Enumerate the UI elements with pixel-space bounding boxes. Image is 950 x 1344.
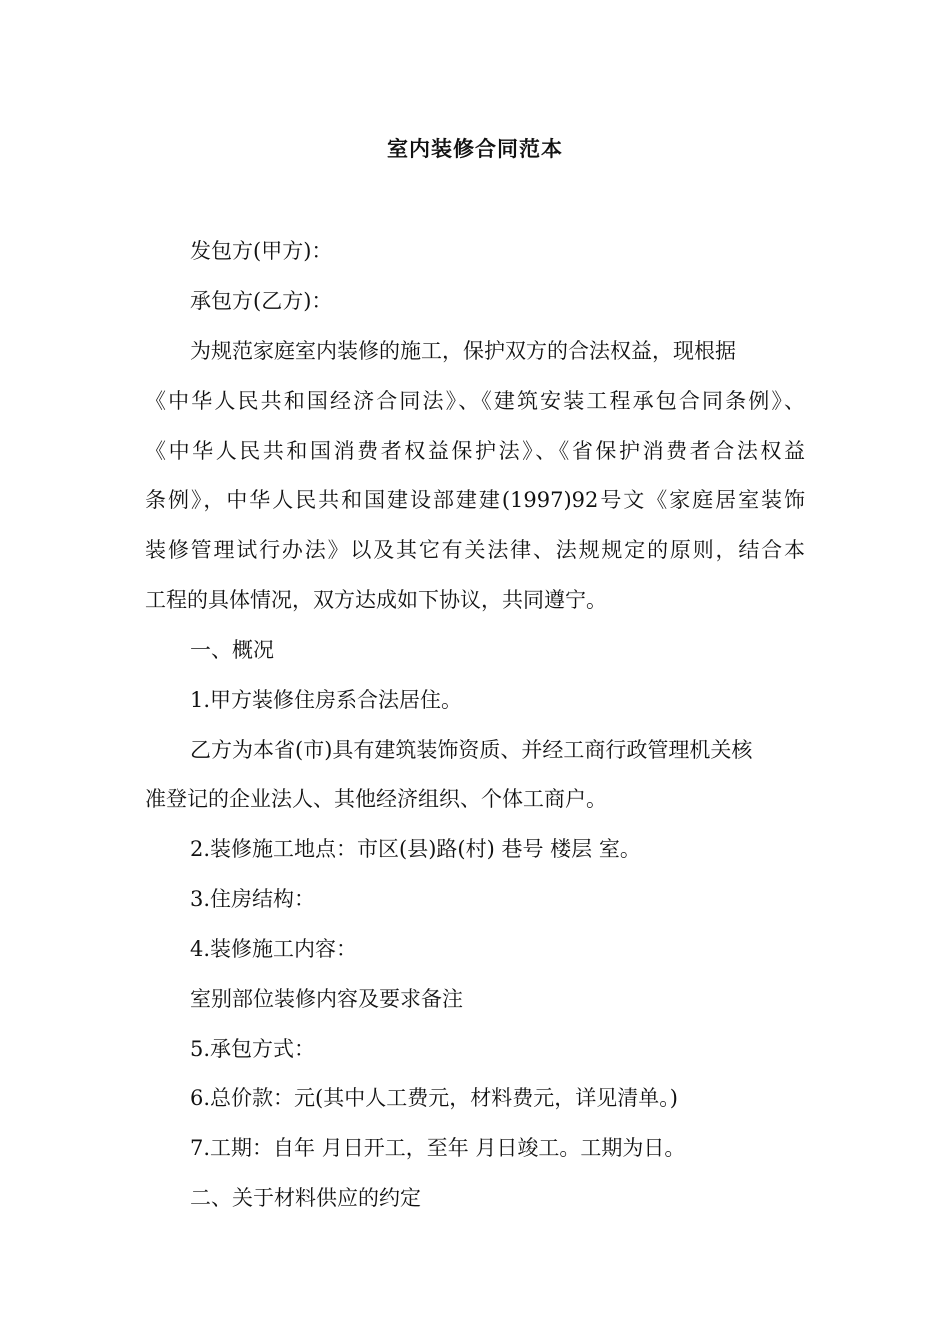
item-1-b-line-2: 准登记的企业法人、其他经济组织、个体工商户。 xyxy=(145,787,607,811)
item-4: 4.装修施工内容： xyxy=(190,937,358,961)
preamble-line-6: 工程的具体情况，双方达成如下协议，共同遵宁。 xyxy=(145,588,607,612)
section-1-heading: 一、概况 xyxy=(190,638,274,662)
preamble-line-1: 为规范家庭室内装修的施工，保护双方的合法权益，现根据 xyxy=(190,339,736,363)
item-1-b-line-1: 乙方为本省(市)具有建筑装饰资质、并经工商行政管理机关核 xyxy=(190,738,753,762)
preamble-line-4: 条例》，中华人民共和国建设部建建(1997)92号文《家庭居室装饰 xyxy=(145,488,805,512)
item-5: 5.承包方式： xyxy=(190,1037,316,1061)
preamble-line-5: 装修管理试行办法》以及其它有关法律、法规规定的原则，结合本 xyxy=(145,538,805,562)
item-7: 7.工期：自年 月日开工，至年 月日竣工。工期为日。 xyxy=(190,1136,686,1160)
preamble-line-2: 《中华人民共和国经济合同法》、《建筑安装工程承包合同条例》、 xyxy=(145,389,805,413)
item-2: 2.装修施工地点：市区(县)路(村) 巷号 楼层 室。 xyxy=(190,837,641,861)
party-a-label: 发包方(甲方)： xyxy=(190,239,333,263)
item-1: 1.甲方装修住房系合法居住。 xyxy=(190,688,463,712)
preamble-line-3: 《中华人民共和国消费者权益保护法》、《省保护消费者合法权益 xyxy=(145,439,805,463)
section-2-heading: 二、关于材料供应的约定 xyxy=(190,1186,421,1210)
item-3: 3.住房结构： xyxy=(190,887,316,911)
item-6: 6.总价款：元(其中人工费元，材料费元，详见清单。) xyxy=(190,1086,678,1110)
document-title: 室内装修合同范本 xyxy=(387,137,563,161)
item-4-table-header: 室别部位装修内容及要求备注 xyxy=(190,987,463,1011)
party-b-label: 承包方(乙方)： xyxy=(190,289,333,313)
